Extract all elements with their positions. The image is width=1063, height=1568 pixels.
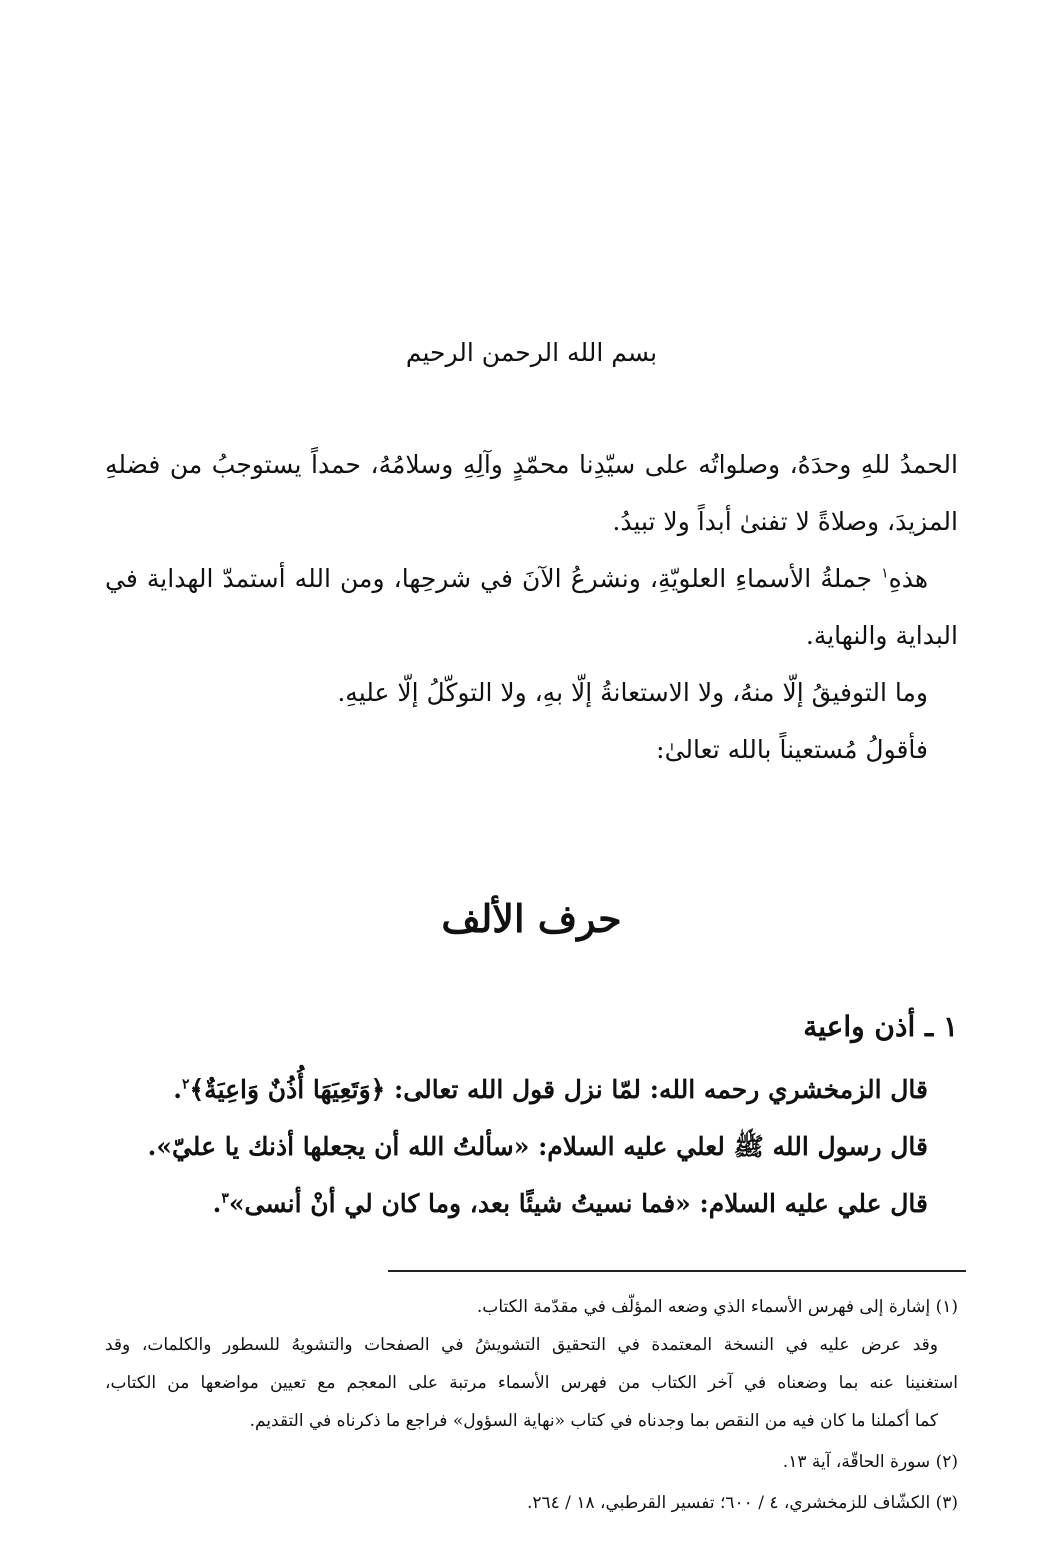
intro-line-5: وما التوفيقُ إلّا منهُ، ولا الاستعانةُ إلّا بهِ، ولا التوكّلُ إلّا عليهِ. bbox=[337, 678, 928, 707]
chapter-title: حرف الألف bbox=[441, 896, 622, 941]
footnote-1-line-1: (١) إشارة إلى فهرس الأسماء الذي وضعه المؤلّف في مقدّمة الكتاب. bbox=[476, 1297, 958, 1317]
entry-line-1-period: . bbox=[173, 1075, 182, 1104]
hadhihi-word: هذهِ bbox=[888, 564, 929, 593]
basmala-heading: بسم الله الرحمن الرحيم bbox=[405, 338, 658, 367]
entry-line-3-text: قال علي عليه السلام: «فما نسيتُ شيئًا بعد، وما كان لي أنْ أنسى» bbox=[228, 1189, 928, 1218]
intro-line-3-text: جملةُ الأسماءِ العلويّةِ، ونشرعُ الآنَ في شرحِها، ومن الله أستمدّ الهداية في bbox=[105, 564, 872, 593]
footnote-separator bbox=[388, 1270, 966, 1272]
entry-line-3-period: . bbox=[212, 1189, 222, 1218]
footnote-1-line-4: كما أكملنا ما كان فيه من النقص بما وجدناه في كتاب «نهاية السؤول» فراجع ما ذكرناه في التقديم. bbox=[249, 1411, 938, 1431]
footnote-marker-3: ٣ bbox=[221, 1190, 229, 1207]
intro-line-1: الحمدُ للهِ وحدَهُ، وصلواتُه على سيّدِنا محمّدٍ وآلِهِ وسلامُهُ، حمداً يستوجبُ من فضلهِ bbox=[105, 450, 958, 479]
intro-line-4: البداية والنهاية. bbox=[805, 621, 958, 650]
intro-line-2: المزيدَ، وصلاةً لا تفنىٰ أبداً ولا تبيدُ. bbox=[612, 507, 958, 536]
footnote-marker-1: ١ bbox=[881, 565, 889, 582]
footnote-3: (٣) الكشّاف للزمخشري، ٤ / ٦٠٠؛ تفسير القرطبي، ١٨ / ٢٦٤. bbox=[526, 1493, 958, 1513]
footnote-1-line-3: استغنينا عنه بما وضعناه في آخر الكتاب من فهرس الأسماء مرتبة على المعجم مع تعيين مواضعها من الكتاب، bbox=[105, 1373, 958, 1393]
footnote-marker-2: ٢ bbox=[181, 1076, 190, 1093]
entry-line-3 bbox=[213, 1189, 928, 1219]
quran-verse: ﴿وَتَعِيَهَا أُذُنٌ وَاعِيَةٌ﴾ bbox=[189, 1075, 386, 1104]
intro-line-6: فأقولُ مُستعيناً بالله تعالىٰ: bbox=[656, 735, 928, 764]
entry-line-1 bbox=[173, 1075, 928, 1105]
intro-line-3 bbox=[105, 564, 928, 594]
entry-line-2: قال رسول الله ﷺ لعلي عليه السلام: «سألتُ الله أن يجعلها أذنك يا عليّ». bbox=[147, 1132, 928, 1161]
footnote-1-line-2: وقد عرض عليه في النسخة المعتمدة في التحقيق التشويشُ في الصفحات والتشويهُ للسطور والكلمات، وقد bbox=[105, 1335, 938, 1355]
entry-title: ١ ـ أذن واعية bbox=[803, 1010, 958, 1043]
entry-line-1-text: قال الزمخشري رحمه الله: لمّا نزل قول الله تعالى: bbox=[385, 1075, 928, 1104]
footnote-2: (٢) سورة الحاقّة، آية ١٣. bbox=[782, 1452, 958, 1472]
